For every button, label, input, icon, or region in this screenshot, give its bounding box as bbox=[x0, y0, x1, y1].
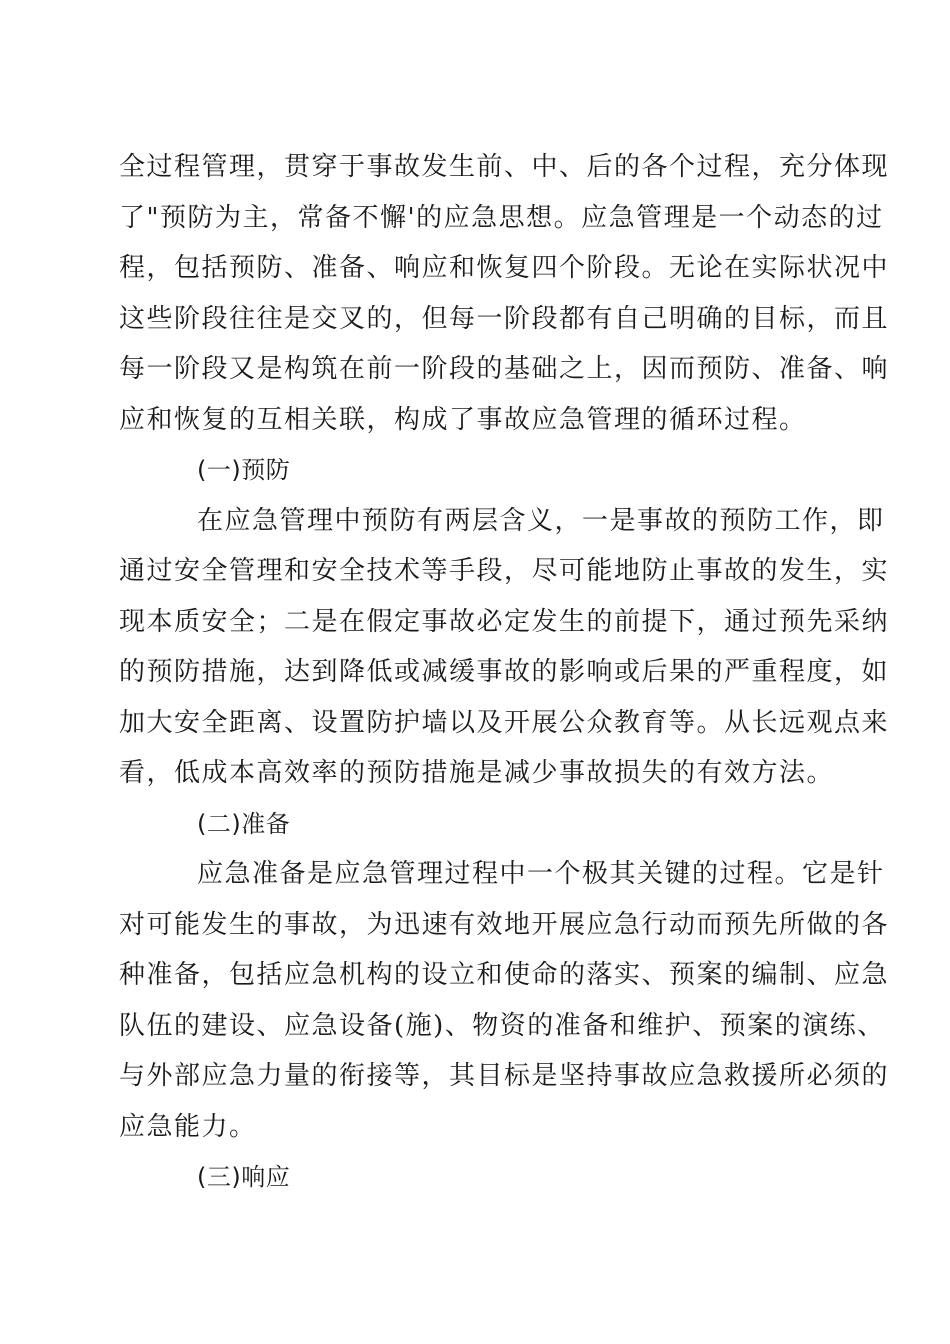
paragraph-line: 队伍的建设、应急设备(施)、物资的准备和维护、预案的演练、 bbox=[119, 1010, 885, 1041]
paragraph-line: 了"预防为主，常备不懈'的应急思想。应急管理是一个动态的过 bbox=[119, 202, 884, 233]
section-heading-prevention: (一)预防 bbox=[197, 456, 291, 484]
paragraph-line: 应和恢复的互相关联，构成了事故应急管理的循环过程。 bbox=[119, 404, 807, 435]
paragraph-prevention bbox=[119, 496, 890, 799]
section-heading-response: (三)响应 bbox=[197, 1163, 291, 1191]
paragraph-line: 现本质安全；二是在假定事故必定发生的前提下，通过预先采纳 bbox=[119, 606, 890, 637]
paragraph-line: 程，包括预防、准备、响应和恢复四个阶段。无论在实际状况中 bbox=[119, 253, 890, 283]
paragraph-line: 种准备，包括应急机构的设立和使命的落实、预案的编制、应急 bbox=[119, 960, 890, 990]
paragraph-preparation bbox=[119, 849, 890, 1152]
paragraph-line: 对可能发生的事故，为迅速有效地开展应急行动而预先所做的各 bbox=[119, 909, 890, 940]
paragraph-line: 这些阶段往往是交叉的，但每一阶段都有自己明确的目标，而且 bbox=[119, 303, 890, 334]
document-body bbox=[119, 142, 890, 1203]
paragraph-line: 与外部应急力量的衔接等，其目标是坚持事故应急救援所必须的 bbox=[119, 1061, 890, 1091]
section-heading-preparation: (二)准备 bbox=[197, 809, 291, 838]
paragraph-line: 应急能力。 bbox=[119, 1111, 257, 1142]
paragraph-line: 加大安全距离、设置防护墙以及开展公众教育等。从长远观点来 bbox=[119, 707, 890, 738]
paragraph-line: 看，低成本高效率的预防措施是减少事故损失的有效方法。 bbox=[119, 758, 835, 788]
paragraph-line: 的预防措施，达到降低或减缓事故的影响或后果的严重程度，如 bbox=[119, 657, 890, 687]
paragraph-line: 通过安全管理和安全技术等手段，尽可能地防止事故的发生，实 bbox=[119, 556, 890, 586]
paragraph-line: 应急准备是应急管理过程中一个极其关键的过程。它是针 bbox=[197, 859, 885, 889]
paragraph-line: 全过程管理，贯穿于事故发生前、中、后的各个过程，充分体现 bbox=[119, 152, 890, 182]
paragraph-intro bbox=[119, 142, 890, 445]
paragraph-line: 每一阶段又是构筑在前一阶段的基础之上，因而预防、准备、响 bbox=[119, 354, 890, 384]
paragraph-line: 在应急管理中预防有两层含义，一是事故的预防工作，即 bbox=[197, 505, 885, 536]
